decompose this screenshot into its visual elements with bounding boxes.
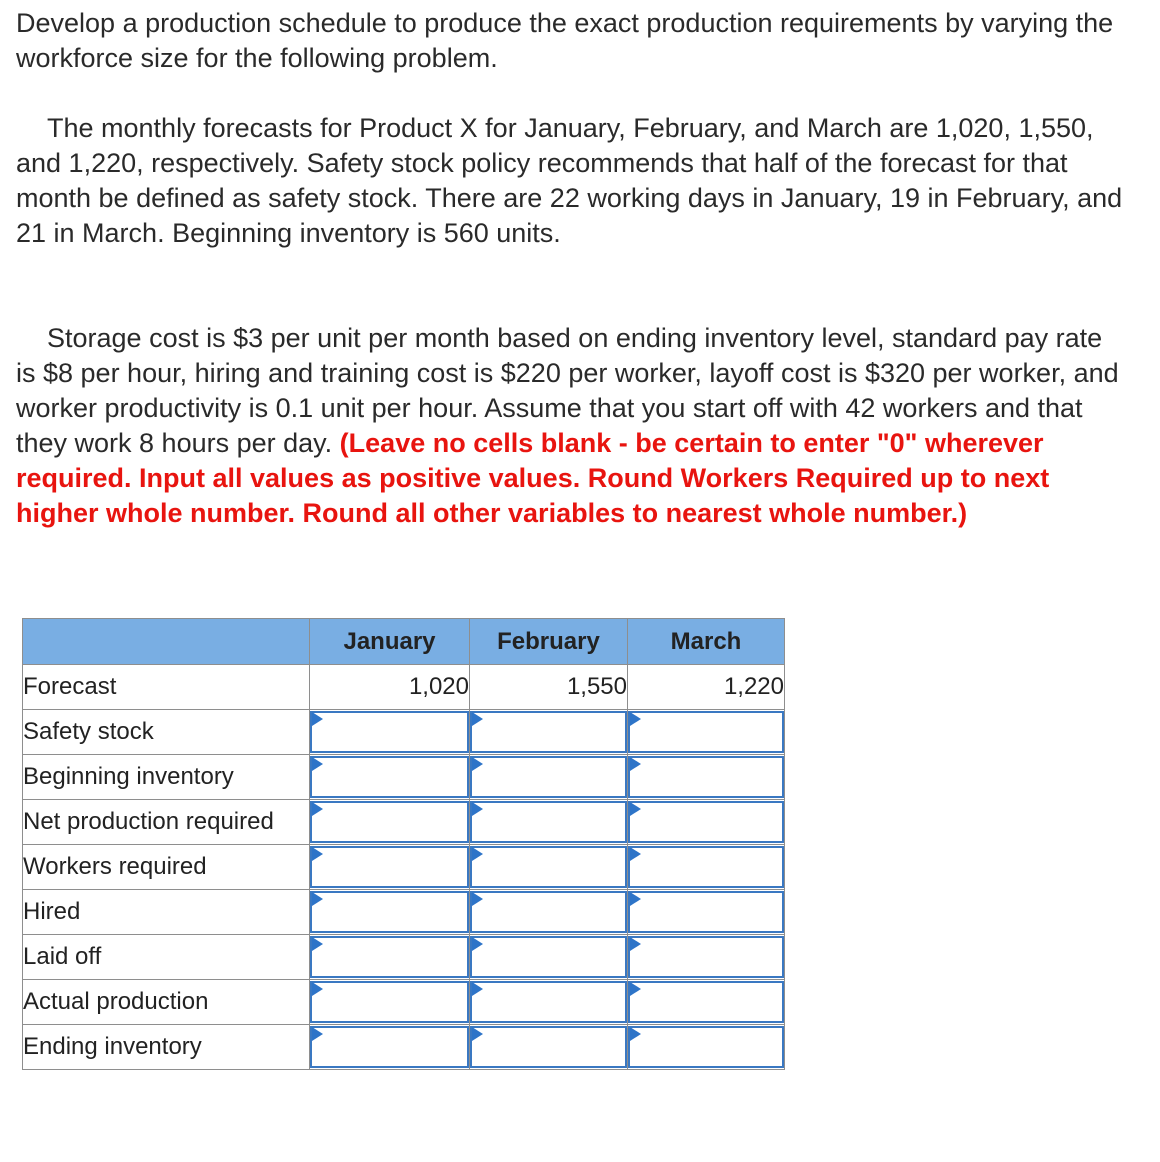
header-february: February [470,619,628,665]
row-label-ending-inventory: Ending inventory [23,1025,310,1070]
ending-inventory-february-input[interactable] [470,1026,627,1068]
forecast-february: 1,550 [470,665,628,710]
table-row-safety-stock [23,710,785,755]
table-row-hired [23,890,785,935]
net-production-required-february-input[interactable] [470,801,627,843]
row-label-laid-off: Laid off [23,935,310,980]
hired-february-input[interactable] [470,891,627,933]
table-row-actual-production [23,980,785,1025]
table-row-laid-off [23,935,785,980]
header-blank [23,619,310,665]
laid-off-january-input[interactable] [310,936,469,978]
beginning-inventory-january-input[interactable] [310,756,469,798]
cost-paragraph [16,321,1126,531]
workers-required-february-input[interactable] [470,846,627,888]
header-march: March [628,619,785,665]
table-row-beginning-inventory [23,755,785,800]
workers-required-march-input[interactable] [628,846,784,888]
table-row-forecast [23,665,785,710]
row-label-net-production-required: Net production required [23,800,310,845]
problem-intro: Develop a production schedule to produce the exact production requirements by varying the workforce size for the following problem. [16,8,1114,73]
hired-march-input[interactable] [628,891,784,933]
beginning-inventory-march-input[interactable] [628,756,784,798]
row-label-hired: Hired [23,890,310,935]
table-header-row [23,619,785,665]
cost-text: Storage cost is $3 per unit per month based on ending inventory level, standard pay rate is $8 per hour, hiring and training cost is $220 per worker, layoff cost is $320 per worker, and worker productivity is 0.1 unit per hour. Assume that you start off with 42 workers and that they work 8 hours per day. [16,323,1119,458]
forecast-january: 1,020 [310,665,470,710]
safety-stock-february-input[interactable] [470,711,627,753]
net-production-required-january-input[interactable] [310,801,469,843]
row-label-workers-required: Workers required [23,845,310,890]
table-row-ending-inventory [23,1025,785,1070]
hired-january-input[interactable] [310,891,469,933]
row-label-beginning-inventory: Beginning inventory [23,755,310,800]
table-row-workers-required [23,845,785,890]
production-schedule-table [22,618,785,1070]
ending-inventory-march-input[interactable] [628,1026,784,1068]
row-label-actual-production: Actual production [23,980,310,1025]
row-label-safety-stock: Safety stock [23,710,310,755]
safety-stock-january-input[interactable] [310,711,469,753]
actual-production-february-input[interactable] [470,981,627,1023]
ending-inventory-january-input[interactable] [310,1026,469,1068]
net-production-required-march-input[interactable] [628,801,784,843]
table-row-net-production-required [23,800,785,845]
actual-production-january-input[interactable] [310,981,469,1023]
forecast-paragraph: The monthly forecasts for Product X for January, February, and March are 1,020, 1,550, and 1,220, respectively. Safety stock policy recommends that half of the forecast for that month be defined as safety stock. There are 22 working days in January, 19 in February, and 21 in March. Beginning inventory is 560 units. [16,113,1123,248]
beginning-inventory-february-input[interactable] [470,756,627,798]
instructions-text: (Leave no cells blank - be certain to enter "0" wherever required. Input all values as positive values. Round Workers Required up to next higher whole number. Round all other variables to nearest whole number.) [16,428,1050,528]
actual-production-march-input[interactable] [628,981,784,1023]
safety-stock-march-input[interactable] [628,711,784,753]
forecast-march: 1,220 [628,665,785,710]
header-january: January [310,619,470,665]
laid-off-march-input[interactable] [628,936,784,978]
laid-off-february-input[interactable] [470,936,627,978]
workers-required-january-input[interactable] [310,846,469,888]
row-label-forecast: Forecast [23,665,310,710]
